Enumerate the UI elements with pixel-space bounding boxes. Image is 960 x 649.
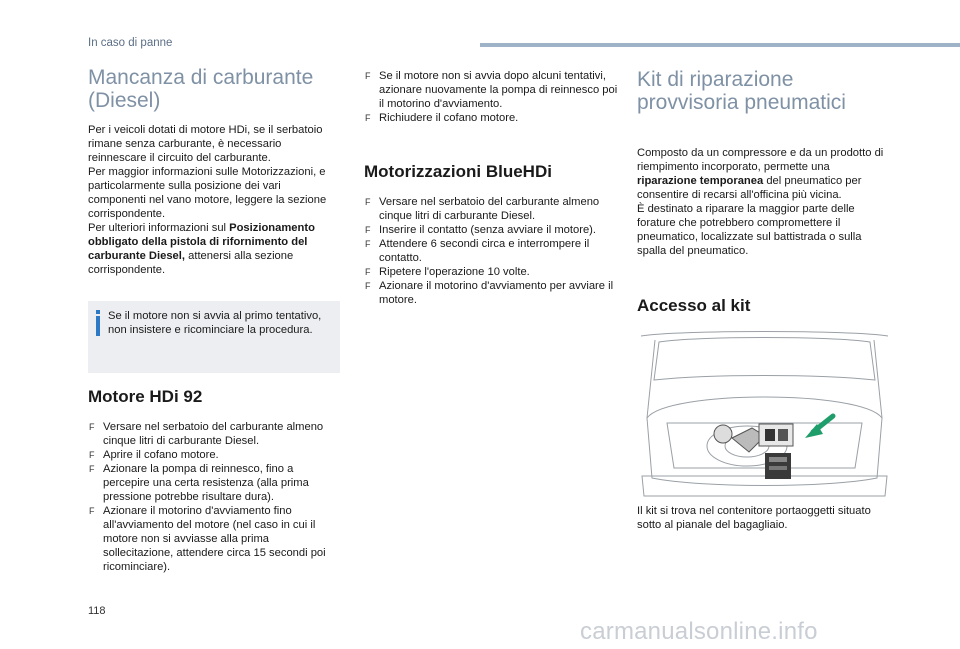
bullet-marker: F xyxy=(365,267,371,277)
list-item: F Aprire il cofano motore. xyxy=(89,449,219,461)
list-item: F Richiudere il cofano motore. xyxy=(365,112,519,124)
list-item: F Azionare il motorino d'avviamento fino all'avviamento del motore (nel caso in cui il motore non si avviasse alla prima sollecitazione, attendere circa 15 secondi poi ricominciare). xyxy=(89,505,326,573)
list-item: F Inserire il contatto (senza avviare il motore). xyxy=(365,224,596,236)
section-title-fuel-shortage xyxy=(88,66,313,112)
fuel-nozzle-reference: Posizionamento obbligato della pistola di rifornimento del carburante Diesel, xyxy=(88,222,315,262)
bullet-marker: F xyxy=(89,450,95,460)
caption-text: Il kit si trova nel contenitore portaoggetti situato sotto al pianale del bagagliaio. xyxy=(637,505,871,531)
description-paragraph-1: Composto da un compressore e da un prodotto di riempimento incorporato, permette una riparazione temporanea del pneumatico per consentire di recarsi all'officina più vicina. xyxy=(637,147,884,201)
repair-kit-icon xyxy=(765,429,791,479)
title-line-2: provvisoria pneumatici xyxy=(637,91,846,114)
watermark: carmanualsonline.info xyxy=(580,618,818,645)
bluehdi-steps xyxy=(364,195,619,307)
trunk-top-edge xyxy=(641,332,888,337)
list-item: F Azionare il motorino d'avviamento per avviare il motore. xyxy=(365,280,614,306)
tool-circle xyxy=(714,425,732,443)
title-line-1: Mancanza di carburante xyxy=(88,66,314,89)
intro-paragraph-3: Per ulteriori informazioni sul Posizionamento obbligato della pistola di rifornimento del carburante Diesel, attenersi alla sezione corrispondente. xyxy=(88,222,315,276)
bullet-marker: F xyxy=(89,506,95,516)
section-title-tyre-kit xyxy=(637,68,846,114)
subtitle-kit-access: Accesso al kit xyxy=(637,296,751,315)
intro-paragraph-2: Per maggior informazioni sulle Motorizzazioni, e particolarmente sulla posizione dei vari componenti nel vano motore, leggere la sezione corrispondente. xyxy=(88,166,327,220)
figure-caption xyxy=(637,504,892,532)
header-bar xyxy=(480,43,960,47)
info-note-text: Se il motore non si avvia al primo tentativo, non insistere e ricominciare la procedura. xyxy=(108,310,322,336)
bullet-marker: F xyxy=(89,422,95,432)
tyre-kit-description xyxy=(637,146,892,258)
hdi92-steps-continued xyxy=(364,69,619,125)
description-paragraph-2: È destinato a riparare la maggior parte delle forature che potrebbero compromettere il pneumatico, localizzate sul battistrada o sulla spalla del pneumatico. xyxy=(637,203,862,257)
rear-window xyxy=(654,338,875,381)
list-item: F Attendere 6 secondi circa e interrompere il contatto. xyxy=(365,238,590,264)
bullet-marker: F xyxy=(365,197,371,207)
bullet-marker: F xyxy=(365,225,371,235)
page-number: 118 xyxy=(88,605,106,617)
intro-text xyxy=(88,123,340,277)
bullet-marker: F xyxy=(89,464,95,474)
bullet-marker: F xyxy=(365,281,371,291)
title-line-2: (Diesel) xyxy=(88,89,161,112)
subtitle-hdi92: Motore HDi 92 xyxy=(88,387,203,406)
title-line-1: Kit di riparazione xyxy=(637,68,794,91)
info-note xyxy=(88,301,340,373)
subtitle-bluehdi: Motorizzazioni BlueHDi xyxy=(364,162,552,181)
list-item: F Se il motore non si avvia dopo alcuni tentativi, azionare nuovamente la pompa di reinnesco poi il motorino d'avviamento. xyxy=(365,70,618,110)
bullet-marker: F xyxy=(365,239,371,249)
list-item: F Versare nel serbatoio del carburante almeno cinque litri di carburante Diesel. xyxy=(365,196,600,222)
bullet-marker: F xyxy=(365,113,371,123)
pointer-arrow-icon xyxy=(805,416,833,438)
bullet-marker: F xyxy=(365,71,371,81)
trunk-kit-illustration xyxy=(637,328,892,498)
running-header: In caso di panne xyxy=(88,37,173,49)
info-icon xyxy=(95,310,101,336)
hdi92-steps xyxy=(88,420,340,574)
list-item: F Azionare la pompa di reinnesco, fino a percepire una certa resistenza (alla prima pressione potrebbe risultare dura). xyxy=(89,463,309,503)
temporary-repair-emphasis: riparazione temporanea xyxy=(637,175,764,187)
intro-paragraph-1: Per i veicoli dotati di motore HDi, se il serbatoio rimane senza carburante, è necessario reinnescare il circuito del carburante. xyxy=(88,124,323,164)
list-item: F Ripetere l'operazione 10 volte. xyxy=(365,266,530,278)
list-item: F Versare nel serbatoio del carburante almeno cinque litri di carburante Diesel. xyxy=(89,421,324,447)
